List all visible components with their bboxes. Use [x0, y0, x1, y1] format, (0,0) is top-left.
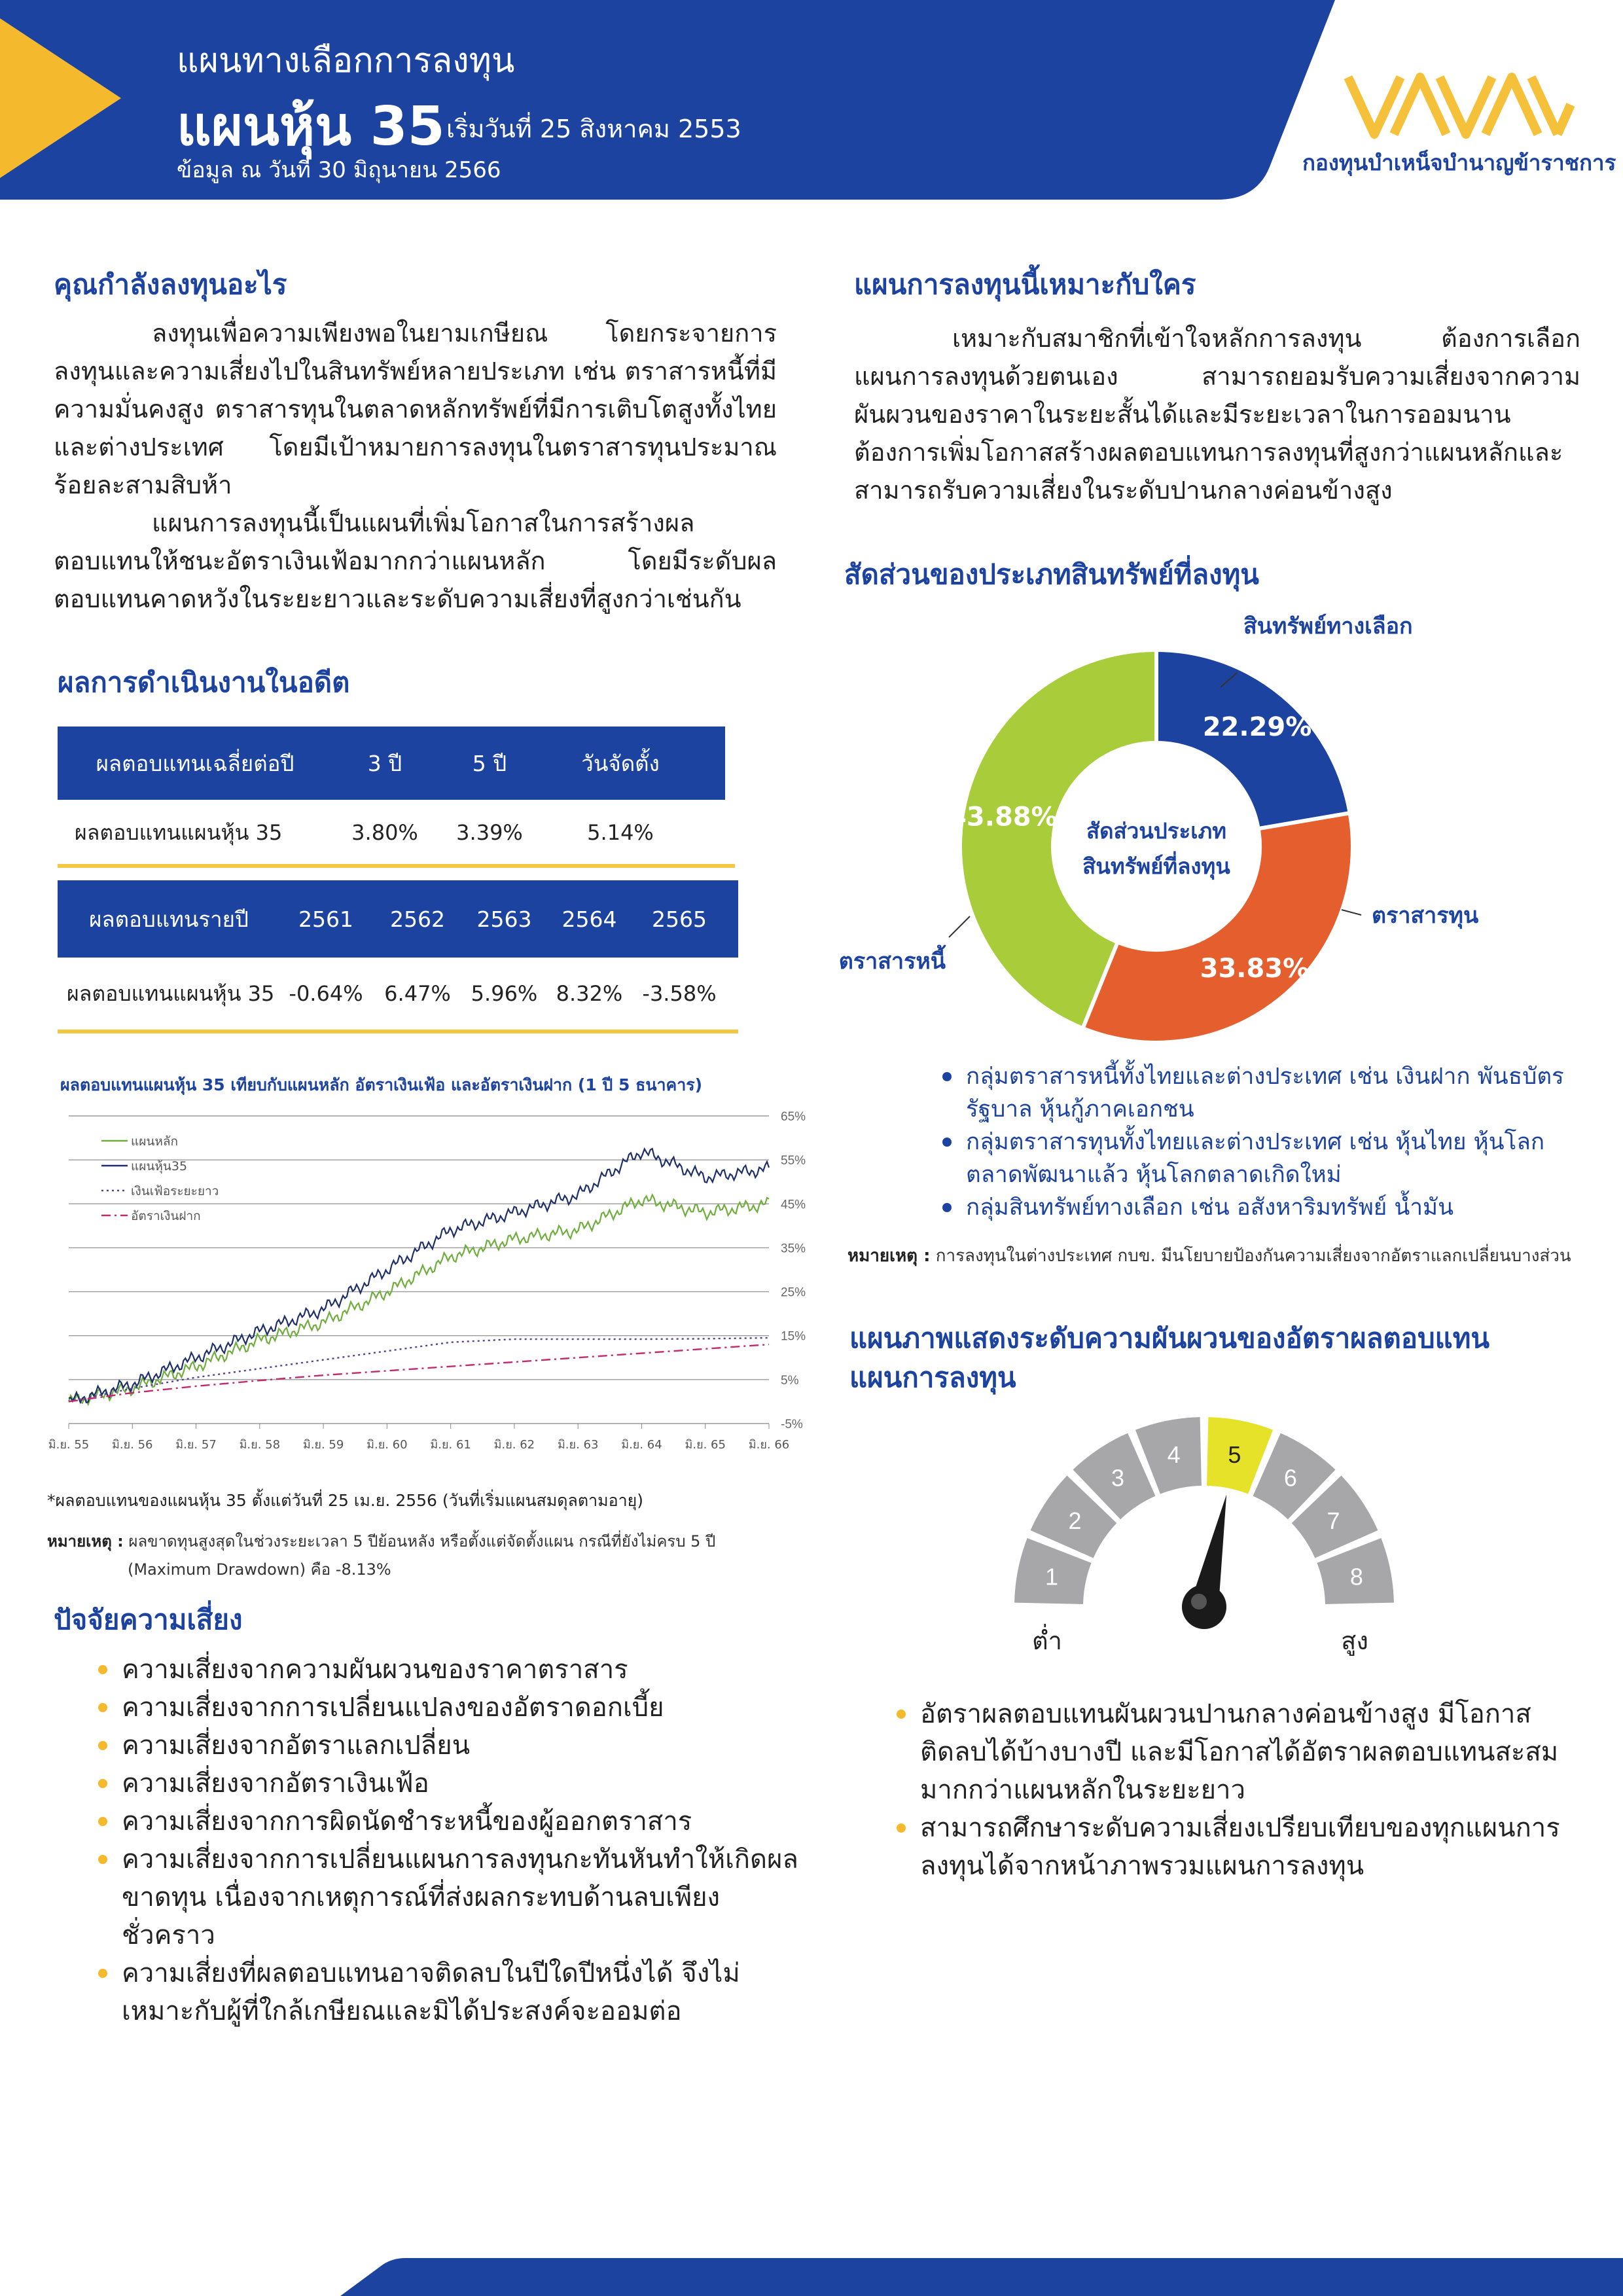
avg-return-row [58, 800, 725, 865]
x-tick-label: มิ.ย. 57 [175, 1438, 217, 1452]
allocation-bullet-equities: กลุ่มตราสารทุนทั้งไทยและต่างประเทศ เช่น หุ้นไทย หุ้นโลกตลาดพัฒนาแล้ว หุ้นโลกตลาดเกิดใหม่ [942, 1126, 1584, 1191]
suitability-text [854, 319, 1580, 509]
x-tick-label: มิ.ย. 65 [685, 1438, 726, 1452]
footer-band [0, 2258, 1623, 2296]
risk-item: ความเสี่ยงจากการเปลี่ยนแผนการลงทุนกะทันหันทำให้เกิดผลขาดทุน เนื่องจากเหตุการณ์ที่ส่งผลกระทบด้านลบเพียงชั่วคราว [98, 1840, 802, 1954]
drawdown-note [47, 1528, 715, 1554]
volatility-title: แผนภาพแสดงระดับความผันผวนของอัตราผลตอบแทน [849, 1322, 1490, 1354]
y-tick-label: 35% [781, 1242, 806, 1256]
gauge-level-label: 4 [1167, 1441, 1181, 1469]
annual-header-2561: 2561 [298, 906, 353, 932]
table-divider-2 [58, 1030, 738, 1033]
gauge-hub-highlight [1191, 1594, 1207, 1609]
allocation-title: สัดส่วนของประเภทสินทรัพย์ที่ลงทุน [844, 558, 1259, 590]
gauge-high-label: สูง [1341, 1626, 1368, 1655]
table-divider [58, 864, 735, 868]
donut-center-line-1: สัดส่วนประเภท [1086, 818, 1226, 844]
volatility-bullets [897, 1695, 1590, 1885]
annual-header-2564: 2564 [562, 906, 617, 932]
slice-value-label: 43.88% [948, 802, 1058, 833]
annual-return-row [58, 958, 738, 1030]
gauge-level-label: 2 [1068, 1507, 1082, 1535]
leader-line [1342, 910, 1361, 915]
annual-row-2565: -3.58% [642, 981, 717, 1006]
invest-paragraph-2: แผนการลงทุนนี้เป็นแผนที่เพิ่มโอกาสในการสร้างผลตอบแทนให้ชนะอัตราเงินเฟ้อมากกว่าแผนหลัก โดยมีระดับผลตอบแทนคาดหวังในระยะยาวและระดับความเสี่ยงที่สูงกว่าเช่นกัน [54, 509, 777, 613]
line-chart [39, 1100, 825, 1466]
drawdown-note-label: หมายเหตุ : [47, 1532, 124, 1551]
x-tick-label: มิ.ย. 66 [748, 1438, 790, 1452]
gpf-logo-icon [1348, 77, 1571, 134]
annual-header-2562: 2562 [390, 906, 445, 932]
annual-header-label: ผลตอบแทนรายปี [89, 906, 249, 932]
annual-header-2563: 2563 [476, 906, 532, 932]
y-tick-label: 45% [781, 1198, 806, 1212]
info-date: ข้อมูล ณ วันที่ 30 มิถุนายน 2566 [177, 157, 501, 183]
risk-item: ความเสี่ยงจากความผันผวนของราคาตราสาร [98, 1651, 802, 1689]
performance-title: ผลการดำเนินงานในอดีต [58, 666, 350, 698]
gauge-level-label: 7 [1327, 1507, 1340, 1535]
gauge-level-label: 1 [1045, 1563, 1059, 1590]
category-label: ตราสารหนี้ [838, 948, 946, 975]
invest-paragraph-1: ลงทุนเพื่อความเพียงพอในยามเกษียณ โดยกระจายการลงทุนและความเสี่ยงไปในสินทรัพย์หลายประเภท เช่น ตราสารหนี้ที่มีความมั่นคงสูง ตราสารทุนในตลาดหลักทรัพย์ที่มีการเติบโตสูงทั้งไทยและต่างประเทศ โดยมีเป้าหมายการลงทุนในตราสารทุนประมาณร้อยละสามสิบห้า [54, 319, 777, 499]
volatility-bullet: สามารถศึกษาระดับความเสี่ยงเปรียบเทียบของทุกแผนการลงทุนได้จากหน้าภาพรวมแผนการลงทุน [897, 1809, 1590, 1885]
avg-row-5y: 3.39% [456, 820, 523, 845]
x-tick-label: มิ.ย. 62 [493, 1438, 535, 1452]
avg-row-label: ผลตอบแทนแผนหุ้น 35 [75, 819, 283, 845]
risk-list [98, 1651, 802, 2030]
gauge-level-label: 6 [1283, 1464, 1297, 1492]
risk-item: ความเสี่ยงจากอัตราเงินเฟ้อ [98, 1765, 802, 1803]
volatility-bullet: อัตราผลตอบแทนผันผวนปานกลางค่อนข้างสูง มีโอกาสติดลบได้บ้างบางปี และมีโอกาสได้อัตราผลตอบแทนสะสมมากกว่าแผนหลักในระยะยาว [897, 1695, 1590, 1809]
x-tick-label: มิ.ย. 56 [112, 1438, 153, 1452]
y-tick-label: 55% [781, 1154, 806, 1168]
avg-header-5y: 5 ปี [472, 750, 507, 776]
risk-title: ปัจจัยความเสี่ยง [54, 1604, 243, 1636]
category-label: สินทรัพย์ทางเลือก [1243, 613, 1413, 639]
x-tick-label: มิ.ย. 59 [302, 1438, 344, 1452]
line-chart-title: ผลตอบแทนแผนหุ้น 35 เทียบกับแผนหลัก อัตราเงินเฟ้อ และอัตราเงินฝาก (1 ปี 5 ธนาคาร) [60, 1075, 703, 1094]
invest-text [54, 314, 777, 618]
category-label: ตราสารทุน [1372, 903, 1479, 929]
donut-center-line-2: สินทรัพย์ที่ลงทุน [1082, 853, 1230, 879]
legend-label: แผนหุ้น35 [131, 1159, 188, 1174]
x-tick-label: มิ.ย. 58 [239, 1438, 281, 1452]
gauge-level-label: 8 [1349, 1563, 1363, 1590]
y-tick-label: 25% [781, 1285, 806, 1300]
slice-value-label: 22.29% [1202, 712, 1312, 743]
allocation-bullet-alternatives: กลุ่มสินทรัพย์ทางเลือก เช่น อสังหาริมทรัพย์ น้ำมัน [942, 1191, 1584, 1224]
x-tick-label: มิ.ย. 63 [557, 1438, 599, 1452]
avg-row-inception: 5.14% [587, 820, 654, 845]
risk-item: ความเสี่ยงที่ผลตอบแทนอาจติดลบในปีใดปีหนึ่งได้ จึงไม่เหมาะกับผู้ที่ใกล้เกษียณและมิได้ประสงค์จะออมต่อ [98, 1954, 802, 2030]
donut-slice [1082, 813, 1353, 1043]
y-tick-label: -5% [781, 1418, 803, 1431]
annual-row-2564: 8.32% [556, 981, 623, 1006]
annual-row-2562: 6.47% [384, 981, 451, 1006]
suitability-title: แผนการลงทุนนี้เหมาะกับใคร [854, 268, 1196, 300]
allocation-bullets [942, 1060, 1584, 1224]
annual-return-header [58, 880, 738, 958]
plan-title: แผนหุ้น 35 [177, 96, 445, 158]
allocation-donut-chart [838, 596, 1610, 1054]
y-tick-label: 65% [781, 1110, 806, 1124]
plan-category: แผนทางเลือกการลงทุน [177, 41, 515, 81]
header-banner [0, 0, 1623, 200]
annual-row-2561: -0.64% [289, 981, 363, 1006]
volatility-gauge [982, 1407, 1427, 1669]
drawdown-value: (Maximum Drawdown) คือ -8.13% [128, 1560, 391, 1579]
suitability-paragraph: เหมาะกับสมาชิกที่เข้าใจหลักการลงทุน ต้องการเลือกแผนการลงทุนด้วยตนเอง สามารถยอมรับความเสี่ยงจากความผันผวนของราคาในระยะสั้นได้และมีระยะเวลาในการออมนาน ต้องการเพิ่มโอกาสสร้างผลตอบแทนการลงทุนที่สูงกว่าแผนหลักและสามารถรับความเสี่ยงในระดับปานกลางค่อนข้างสูง [854, 324, 1580, 505]
avg-header-label: ผลตอบแทนเฉลี่ยต่อปี [96, 750, 294, 776]
x-tick-label: มิ.ย. 61 [430, 1438, 471, 1452]
legend-label: อัตราเงินฝาก [131, 1209, 201, 1223]
avg-return-header [58, 726, 725, 800]
allocation-note [847, 1242, 1571, 1269]
x-tick-label: มิ.ย. 55 [48, 1438, 90, 1452]
logo-text: กองทุนบำเหน็จบำนาญข้าราชการ [1302, 150, 1616, 175]
gauge-level-label: 5 [1228, 1441, 1241, 1469]
y-tick-label: 15% [781, 1329, 806, 1344]
annual-row-2563: 5.96% [471, 981, 538, 1006]
avg-header-inception: วันจัดตั้ง [581, 750, 660, 776]
legend-label: เงินเฟ้อระยะยาว [131, 1184, 219, 1198]
gauge-level-label: 3 [1111, 1464, 1125, 1492]
risk-item: ความเสี่ยงจากการเปลี่ยนแปลงของอัตราดอกเบี้ย [98, 1689, 802, 1727]
allocation-note-label: หมายเหตุ : [847, 1246, 931, 1266]
annual-row-label: ผลตอบแทนแผนหุ้น 35 [67, 980, 275, 1006]
risk-item: ความเสี่ยงจากการผิดนัดชำระหนี้ของผู้ออกตราสาร [98, 1803, 802, 1840]
x-tick-label: มิ.ย. 60 [366, 1438, 408, 1452]
allocation-note-text: การลงทุนในต่างประเทศ กบข. มีนโยบายป้องกันความเสี่ยงจากอัตราแลกเปลี่ยนบางส่วน [935, 1246, 1571, 1266]
chart-footnote: *ผลตอบแทนของแผนหุ้น 35 ตั้งแต่วันที่ 25 เม.ย. 2556 (วันที่เริ่มแผนสมดุลตามอายุ) [47, 1491, 644, 1510]
leader-line [949, 916, 970, 937]
volatility-title-2: แผนการลงทุน [849, 1361, 1016, 1393]
legend-label: แผนหลัก [131, 1134, 179, 1149]
drawdown-note-text: ผลขาดทุนสูงสุดในช่วงระยะเวลา 5 ปีย้อนหลัง หรือตั้งแต่จัดตั้งแผน กรณีที่ยังไม่ครบ 5 ปี [128, 1532, 716, 1551]
y-tick-label: 5% [781, 1373, 799, 1388]
series-line [69, 1338, 769, 1401]
avg-row-3y: 3.80% [351, 820, 418, 845]
slice-value-label: 33.83% [1200, 954, 1310, 984]
invest-title: คุณกำลังลงทุนอะไร [54, 268, 287, 300]
annual-header-2565: 2565 [652, 906, 707, 932]
gauge-low-label: ต่ำ [1031, 1626, 1063, 1655]
avg-header-3y: 3 ปี [367, 750, 402, 776]
allocation-bullet-bonds: กลุ่มตราสารหนี้ทั้งไทยและต่างประเทศ เช่น เงินฝาก พันธบัตรรัฐบาล หุ้นกู้ภาคเอกชน [942, 1060, 1584, 1126]
risk-item: ความเสี่ยงจากอัตราแลกเปลี่ยน [98, 1727, 802, 1765]
plan-start-date: เริ่มวันที่ 25 สิงหาคม 2553 [446, 115, 741, 143]
x-tick-label: มิ.ย. 64 [621, 1438, 662, 1452]
